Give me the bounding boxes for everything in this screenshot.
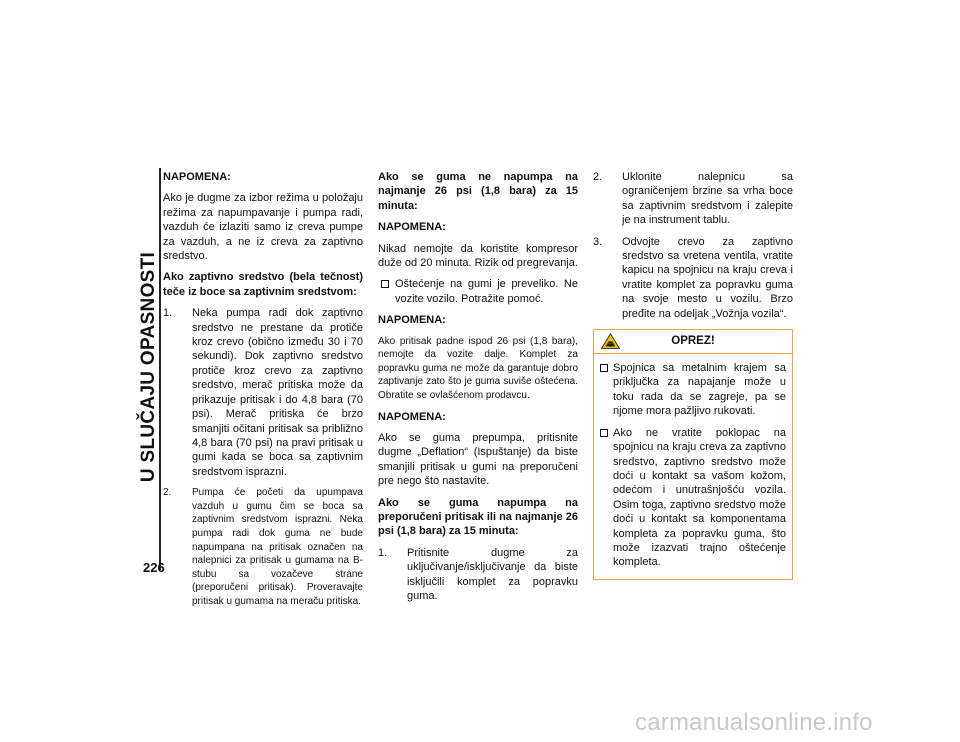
section-divider <box>159 168 161 570</box>
numbered-list <box>163 306 363 608</box>
warning-car-icon <box>601 333 620 349</box>
list-number: 2. <box>593 171 603 183</box>
list-item <box>593 170 793 228</box>
note-text: Ako pritisak padne ispod 26 psi (1,8 bara), nemojte da vozite dalje. Komplet za popravku guma ne može da garantuje dobro zaptivanje zato što je guma suviše oštećena. Obratite se ovlašćenom prodavcu. <box>378 335 578 402</box>
caution-header <box>594 330 792 354</box>
bullet-item <box>600 361 786 419</box>
caution-title: OPREZ! <box>671 335 715 348</box>
bullet-text: Ako ne vratite poklopac na spojnicu na kraju creva za zaptivno sredstvo, zaptivno sredstvo može doći u kontakt sa vašom kožom, odećom i unutrašnjošću vozila. Osim toga, zaptivno sredstvo može doći u kontakt sa komponentama kompleta za popravku guma, što može izazvati trajno oštećenje kompleta. <box>613 426 786 569</box>
list-item <box>593 235 793 321</box>
list-text: Neka pumpa radi dok zaptivno sredstvo ne prestane da protiče kroz crevo (obično između 30 i 70 sekundi). Dok zaptivno sredstvo protiče kroz crevo za zaptivno sredstvo, merač pritiska može da prikazuje pritisak i do 4,8 bara (70 psi). Merač pritiska će brzo smanjiti očitani pritisak sa približno 4,8 bara (70 psi) na pravi pritisak u gumi kada se boca sa zaptivnim sredstvom isprazni. <box>192 307 363 478</box>
numbered-list <box>378 546 578 604</box>
note-heading: NAPOMENA: <box>378 314 446 327</box>
column-2 <box>378 170 578 611</box>
note-text: Ako se guma prepumpa, pritisnite dugme „Deflation“ (Ispuštanje) da biste smanjili pritisak u gumi na preporučeni pre nego što nastavite. <box>378 432 578 488</box>
list-text: Pumpa će početi da upumpava vazduh u gumu čim se boca sa zaptivnim sredstvom isprazni. Neka pumpa radi dok guma ne bude napumpana na pritisak označen na nalepnici za pritisak u gumama na B-stubu sa vozačeve strane (preporučeni pritisak). Proveravajte pritisak u gumama na meraču pritiska. <box>192 487 363 607</box>
note-heading: NAPOMENA: <box>378 410 446 423</box>
bullet-text: Oštećenje na gumi je preveliko. Ne vozite vozilo. Potražite pomoć. <box>395 278 578 305</box>
list-item <box>378 546 578 604</box>
section-subheading: Ako se guma napumpa na preporučeni pritisak ili na najmanje 26 psi (1,8 bara) za 15 minuta: <box>378 496 578 538</box>
list-text: Odvojte crevo za zaptivno sredstvo sa vretena ventila, vratite kapicu na spojnicu na kraju creva i vratite komplet za popravku guma na svoje mesto u vozilu. Brzo pređite na odeljak „Vožnja vozila“. <box>622 235 793 320</box>
list-text: Pritisnite dugme za uključivanje/isključivanje da biste isključili komplet za popravku guma. <box>407 546 578 603</box>
note-text: Nikad nemojte da koristite kompresor duže od 20 minuta. Rizik od pregrevanja. <box>378 242 578 270</box>
square-bullet-icon <box>381 280 389 288</box>
list-number: 1. <box>378 546 388 559</box>
note-text: Ako je dugme za izbor režima u položaju režima za napumpavanje i pumpa radi, vazduh će izlaziti samo iz creva pumpe za vazduh, a ne iz creva za zaptivno sredstvo. <box>163 192 363 263</box>
section-title <box>137 152 161 582</box>
list-item <box>163 486 363 608</box>
square-bullet-icon <box>600 364 608 372</box>
column-3 <box>593 170 793 580</box>
caution-box <box>593 329 793 580</box>
list-number: 3. <box>593 235 603 248</box>
list-item <box>163 306 363 479</box>
note-heading: NAPOMENA: <box>378 221 446 234</box>
watermark: carmanualsonline.info <box>635 709 873 736</box>
list-text: Uklonite nalepnicu sa ograničenjem brzine sa vrha boce sa zaptivnim sredstvom i zalepite je na instrument tablu. <box>622 171 793 227</box>
caution-body <box>594 354 792 579</box>
list-number: 1. <box>163 307 173 320</box>
bullet-item <box>378 277 578 306</box>
bullet-text: Spojnica sa metalnim krajem sa priključka za napajanje može u toku rada da se zagreje, pa se njome mora pažljivo rukovati. <box>613 362 786 418</box>
square-bullet-icon <box>600 429 608 437</box>
bullet-item <box>600 426 786 570</box>
note-heading: NAPOMENA: <box>163 171 231 183</box>
list-number: 2. <box>163 487 172 499</box>
section-subheading: Ako zaptivno sredstvo (bela tečnost) teče iz boce sa zaptivnim sredstvom: <box>163 271 363 298</box>
page-number: 226 <box>143 560 165 575</box>
column-1 <box>163 170 363 615</box>
section-subheading: Ako se guma ne napumpa na najmanje 26 psi (1,8 bara) za 15 minuta: <box>378 171 578 212</box>
section-title-text: U SLUČAJU OPASNOSTI <box>138 251 160 483</box>
numbered-list <box>593 170 793 321</box>
